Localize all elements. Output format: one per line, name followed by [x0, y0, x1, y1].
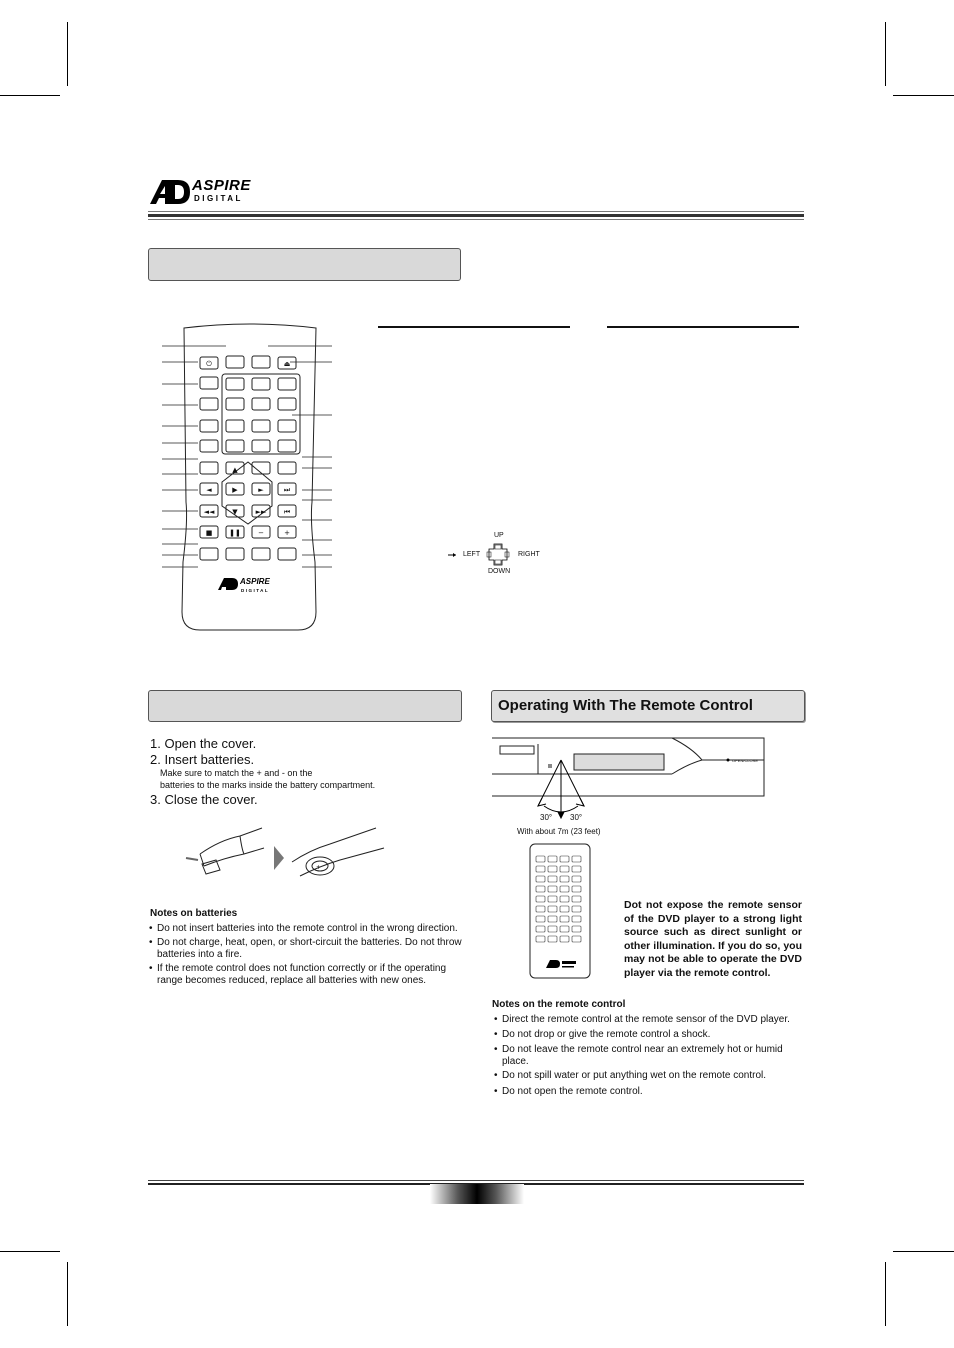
power-icon: ⏻ [206, 360, 212, 368]
battery-step-3: 3. Close the cover. [150, 792, 258, 807]
battery-note: • If the remote control does not function correctly or if the operating range becomes reduced, replace all batteries with new ones. [149, 963, 447, 986]
crop-mark [0, 1251, 60, 1252]
brand-logo [148, 176, 258, 208]
range-label: With about 7m (23 feet) [517, 827, 601, 836]
dir-down-label: DOWN [488, 568, 511, 575]
sensor-warning: Dot not expose the remote sensor of the DVD player to a strong light source such as direct sunlight or other illumination. If you do so, you may not be able to operate the DVD player via the remote control. [624, 899, 802, 979]
battery-notes-title: Notes on batteries [150, 908, 238, 919]
battery-step-2-note: batteries to the marks inside the battery compartment. [160, 780, 376, 790]
angle-right-label: 30° [570, 813, 583, 822]
stop-icon: ■ [205, 529, 213, 537]
remote-note: • Do not drop or give the remote control a shock. [494, 1029, 711, 1040]
crop-mark [67, 1262, 68, 1326]
battery-step-2-note: Make sure to match the + and - on the [160, 768, 313, 778]
right-arrow-icon: ► [258, 486, 264, 494]
battery-step-2: 2. Insert batteries. [150, 752, 255, 767]
page-number-tab [430, 1184, 524, 1204]
header-rule [148, 219, 804, 220]
dvd-player-diagram [492, 736, 766, 840]
remote-note-text: Do not leave the remote control near an extremely hot or humid place. [502, 1044, 783, 1067]
small-remote-illustration [528, 842, 592, 980]
prev-icon: ⏮ [283, 508, 291, 516]
section-header-batteries [148, 690, 462, 722]
remote-note: • Direct the remote control at the remote sensor of the DVD player. [494, 1014, 790, 1025]
section-title-operating: Operating With The Remote Control [498, 697, 753, 714]
svg-text:+: + [284, 529, 290, 537]
dir-right-label: RIGHT [518, 551, 540, 558]
crop-mark [885, 22, 886, 86]
remote-note-text: Do not spill water or put anything wet on the remote control. [502, 1070, 767, 1081]
battery-step-1: 1. Open the cover. [150, 736, 257, 751]
footer-rule [148, 1180, 804, 1181]
column-rule [378, 326, 570, 328]
rewind-icon: ◄◄ [203, 508, 215, 516]
left-arrow-icon: ◄ [206, 486, 212, 494]
crop-mark [893, 1251, 954, 1252]
brand-subtitle: DIGITAL [194, 194, 243, 203]
remote-note-text: Direct the remote control at the remote sensor of the DVD player. [502, 1014, 790, 1025]
header-rule [148, 211, 804, 212]
remote-note: • Do not leave the remote control near an extremely hot or humid place. [494, 1044, 783, 1067]
down-arrow-icon: ▼ [232, 508, 238, 516]
remote-brand-wordmark: ASPIRE [240, 577, 270, 586]
remote-note-text: Do not open the remote control. [502, 1086, 643, 1097]
angle-left-label: 30° [540, 813, 553, 822]
direction-pad-diagram [446, 530, 546, 578]
open-close-label: OPEN/CLOSE [732, 758, 759, 763]
play-icon: ▶ [232, 486, 238, 494]
remote-control-diagram [160, 322, 340, 634]
up-arrow-icon: ▲ [232, 466, 238, 474]
eject-icon: ⏏ [283, 360, 291, 368]
battery-note-text: If the remote control does not function correctly or if the operating range becomes reduced, replace all batteries with new ones. [157, 963, 447, 986]
crop-mark [885, 1262, 886, 1326]
svg-text:−: − [258, 529, 264, 537]
brand-wordmark: ASPIRE [192, 177, 251, 194]
remote-note: • Do not spill water or put anything wet on the remote control. [494, 1070, 767, 1081]
next-icon: ⏭ [283, 486, 291, 494]
ad-logo-icon [148, 176, 192, 206]
dir-up-label: UP [494, 532, 504, 539]
battery-note-text: Do not charge, heat, open, or short-circuit the batteries. Do not throw batteries into a fire. [157, 937, 462, 960]
crop-mark [0, 95, 60, 96]
column-rule [607, 326, 799, 328]
fast-forward-icon: ►► [255, 508, 267, 516]
remote-brand-subtitle: DIGITAL [241, 588, 270, 593]
header-rule [148, 214, 804, 217]
pause-icon: ❚❚ [229, 529, 241, 537]
remote-notes-title: Notes on the remote control [492, 999, 626, 1010]
crop-mark [67, 22, 68, 86]
section-header-remote [148, 248, 461, 281]
remote-note: • Do not open the remote control. [494, 1086, 643, 1097]
crop-mark [893, 95, 954, 96]
section-header-operating [491, 690, 805, 722]
remote-note-text: Do not drop or give the remote control a shock. [502, 1029, 711, 1040]
dir-left-label: LEFT [463, 551, 481, 558]
battery-note: • Do not charge, heat, open, or short-circuit the batteries. Do not throw batteries into a fire. [149, 937, 462, 960]
svg-text:+: + [316, 864, 322, 871]
battery-note: • Do not insert batteries into the remote control in the wrong direction. [149, 923, 458, 934]
battery-insert-illustration [180, 826, 390, 886]
battery-note-text: Do not insert batteries into the remote control in the wrong direction. [157, 923, 458, 934]
